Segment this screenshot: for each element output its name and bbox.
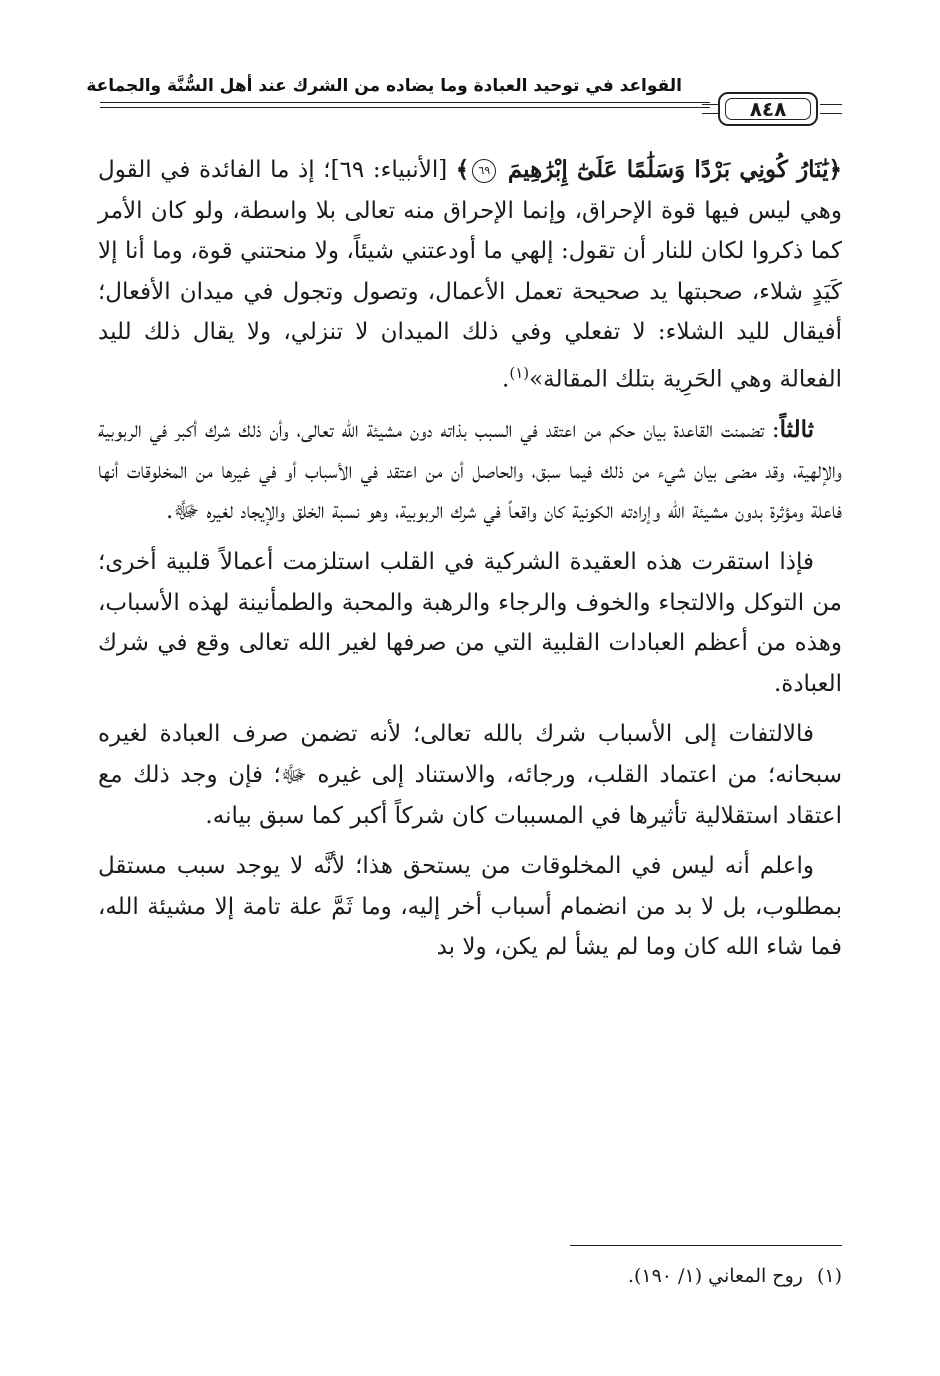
paragraph-1-end: . (502, 366, 510, 393)
paragraph-1-text: [الأنبياء: ٦٩]؛ إذ ما الفائدة في القول وهي ليس فيها قوة الإحراق، وإنما الإحراق منه تعالى بلا واسطة، ولو كان الأمر كما ذكروا لكان للنار أن تقول: إلهي ما أودعتني شيئاً، ولا منحتني قوة، وما أنا إلا كَيَدٍ شلاء، صحبتها يد صحيحة تعمل الأعمال، وتصول وتجول في ميدان الأفعال؛ أفيقال لليد الشلاء: لا تفعلي وفي ذلك الميدان لا تنزلي، ولا يقال ذلك لليد الفعالة وهي الحَرِية بتلك المقالة» (98, 157, 842, 393)
footnote-1-text: روح المعاني (١/ ١٩٠). (627, 1265, 803, 1287)
footnote-1 (628, 1262, 842, 1290)
quran-verse: ﴿يَٰنَارُ كُونِي بَرْدًا وَسَلَٰمًا عَلَىٰٓ إِبْرَٰهِيمَ (507, 156, 843, 183)
page-number: ٨٤٨ (725, 98, 811, 120)
footnote-ref-1: (١) (509, 363, 530, 382)
page-number-frame (718, 92, 818, 126)
footnote-1-number: (١) (816, 1265, 842, 1287)
quran-verse-close: ﴾ (455, 156, 470, 183)
paragraph-5: واعلم أنه ليس في المخلوقات من يستحق هذا؛ لأنَّه لا يوجد سبب مستقل بمطلوب، بل لا بد من انضمام أسباب أخر إليه، وما ثَمَّ علة تامة إلا مشيئة الله، فما شاء الله كان وما لم يشأ لم يكن، ولا بد (98, 853, 842, 961)
paragraph-2 (98, 410, 842, 532)
header-rule-bottom (100, 107, 710, 108)
verse-number-badge: ٦٩ (472, 159, 496, 183)
header-rule-top (100, 102, 710, 103)
footnote-divider (570, 1245, 842, 1246)
main-text (98, 150, 842, 978)
paragraph-3: فإذا استقرت هذه العقيدة الشركية في القلب استلزمت أعمالاً قلبية أخرى؛ من التوكل والالتجاء والخوف والرجاء والرهبة والمحبة والطمأنينة لهذه الأسباب، وهذه من أعظم العبادات القلبية التي من صرفها لغير الله تعالى وقع في شرك العبادة. (98, 549, 842, 697)
page-number-ornament-right (820, 104, 842, 114)
running-title: القواعد في توحيد العبادة وما يضاده من الشرك عند أهل السُّنَّة والجماعة (86, 76, 682, 96)
paragraph-4: فالالتفات إلى الأسباب شرك بالله تعالى؛ لأنه تضمن صرف العبادة لغيره سبحانه؛ من اعتماد القلب، ورجائه، والاستناد إلى غيره ﷻ؛ فإن وجد ذلك مع اعتقاد استقلالية تأثيرها في المسببات كان شركاً أكبر كما سبق بيانه. (98, 721, 842, 829)
paragraph-2-label: ثالثاً (779, 416, 814, 444)
paragraph-1 (98, 150, 842, 400)
page-number-ornament-left (702, 104, 718, 114)
paragraph-2-text: : تضمنت القاعدة بيان حكم من اعتقد في السبب بذاته دون مشيئة الله تعالى، وأن ذلك شرك أكبر في الربوبية والإلهية، وقد مضى بيان شيء من ذلك فيما سبق، والحاصل أن من اعتقد في الأسباب أو في غيرها من المخلوقات أنها فاعلة ومؤثرة بدون مشيئة الله وإرادته الكونية كان واقعاً في شرك الربوبية، وهو نسبة الخلق والإيجاد لغيره ﷻ. (98, 417, 842, 525)
